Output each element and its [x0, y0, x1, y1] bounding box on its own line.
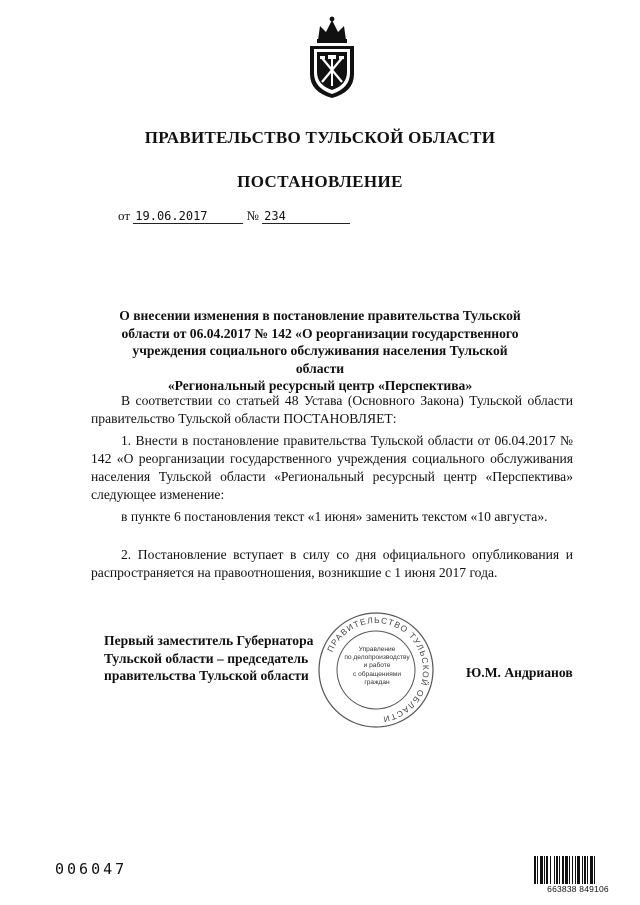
- barcode-bar: [572, 856, 573, 884]
- barcode-bar: [544, 856, 545, 884]
- barcode-bar: [590, 856, 593, 884]
- stamp-inner-text: [339, 646, 415, 687]
- barcode-bar: [582, 856, 583, 884]
- stamp-line: по делопроизводству: [344, 654, 410, 662]
- barcode-bar: [587, 856, 588, 884]
- barcode-bar: [534, 856, 536, 884]
- document-type: ПОСТАНОВЛЕНИЕ: [237, 172, 403, 191]
- subject-line: области от 06.04.2017 № 142 «О реорганизации государственного: [121, 325, 519, 341]
- signatory-name: Ю.М. Андрианов: [466, 665, 573, 680]
- date-number-line: [118, 208, 350, 224]
- amendment-paragraph: в пункте 6 постановления текст «1 июня» заменить текстом «10 августа».: [121, 509, 548, 524]
- government-title: ПРАВИТЕЛЬСТВО ТУЛЬСКОЙ ОБЛАСТИ: [144, 128, 496, 147]
- barcode-bar: [554, 856, 555, 884]
- stamp-line: с обращениями: [352, 670, 402, 678]
- from-label: от: [118, 208, 131, 223]
- position-line: правительства Тульской области: [104, 668, 309, 683]
- barcode-bar: [594, 856, 595, 884]
- coat-of-arms-emblem: [304, 14, 360, 100]
- position-line: Первый заместитель Губернатора: [104, 633, 314, 648]
- barcode-bar: [565, 856, 568, 884]
- barcode-bar: [537, 856, 538, 884]
- clause-1-paragraph: 1. Внести в постановление правительства Тульской области от 06.04.2017 № 142 «О реорганизации государственного учреждения социального обслуживания населения Тульской области «Региональный ресурсный центр «Перспектива» следующее изменение:: [91, 433, 573, 502]
- position-line: Тульской области – председатель: [104, 650, 309, 666]
- barcode-bar: [562, 856, 564, 884]
- stamp-ring-text: ПРАВИТЕЛЬСТВО ТУЛЬСКОЙ ОБЛАСТИ: [324, 614, 432, 725]
- barcode: [534, 856, 622, 884]
- barcode-bar: [550, 856, 551, 884]
- barcode-number: 663838 849106: [547, 884, 609, 894]
- document-number: 234: [262, 209, 350, 224]
- barcode-bar: [575, 856, 576, 884]
- barcode-bar: [584, 856, 586, 884]
- stamp-line: граждан: [364, 678, 390, 686]
- subject-line: учреждения социального обслуживания населения Тульской области: [132, 343, 508, 376]
- barcode-bar: [577, 856, 580, 884]
- document-subject: [108, 307, 532, 395]
- stamp-line: и работе: [363, 662, 391, 670]
- barcode-bar: [556, 856, 558, 884]
- subject-line: О внесении изменения в постановление правительства Тульской: [119, 308, 521, 323]
- barcode-bar: [559, 856, 560, 884]
- document-date: 19.06.2017: [133, 209, 243, 224]
- barcode-bar: [540, 856, 543, 884]
- number-label: №: [246, 208, 259, 223]
- preamble-paragraph: В соответствии со статьей 48 Устава (Основного Закона) Тульской области правительство Тульской области ПОСТАНОВЛЯЕТ:: [91, 393, 573, 426]
- subject-line: «Региональный ресурсный центр «Перспектива»: [167, 378, 473, 393]
- barcode-bar: [569, 856, 570, 884]
- clause-2-paragraph: 2. Постановление вступает в силу со дня официального опубликования и распространяется на правоотношения, возникшие с 1 июня 2017 года.: [91, 547, 573, 580]
- barcode-bar: [546, 856, 548, 884]
- stamp-line: Управление: [358, 646, 396, 653]
- signatory-position: [104, 632, 313, 685]
- document-code: 006047: [55, 860, 128, 878]
